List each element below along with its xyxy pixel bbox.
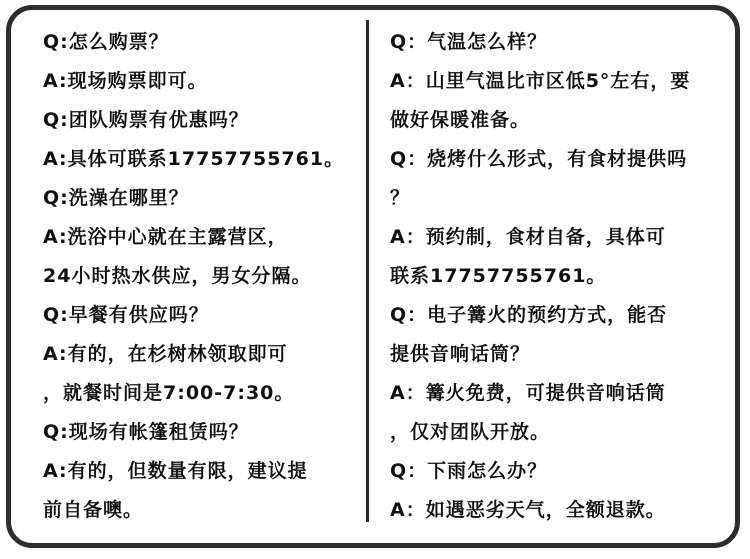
faq-line: A:现场购票即可。 — [43, 70, 208, 92]
faq-line: A：篝火免费，可提供音响话筒 — [390, 382, 666, 404]
faq-line: 提供音响话筒？ — [390, 343, 531, 365]
faq-line: Q：下雨怎么办？ — [390, 460, 548, 482]
faq-line: A:有的，但数量有限，建议提 — [43, 460, 308, 482]
faq-line: A:具体可联系17757755761。 — [43, 148, 345, 170]
faq-line: Q：烧烤什么形式，有食材提供吗 — [390, 148, 688, 170]
faq-line: 前自备噢。 — [43, 499, 144, 521]
faq-line: A：如遇恶劣天气，全额退款。 — [390, 499, 666, 521]
faq-line: A:洗浴中心就在主露营区， — [43, 226, 288, 248]
faq-line: Q:现场有帐篷租赁吗？ — [43, 421, 249, 443]
faq-line: Q：气温怎么样？ — [390, 31, 548, 53]
faq-line: Q:怎么购票？ — [43, 31, 169, 53]
faq-left-column — [43, 23, 348, 530]
faq-line: Q:早餐有供应吗？ — [43, 304, 209, 326]
faq-line: 24小时热水供应，男女分隔。 — [43, 265, 312, 287]
faq-line: ，就餐时间是7:00-7:30。 — [43, 382, 295, 404]
faq-line: Q:团队购票有优惠吗？ — [43, 109, 249, 131]
faq-line: ，仅对团队开放。 — [390, 421, 551, 443]
faq-line: Q：电子篝火的预约方式，能否 — [390, 304, 668, 326]
column-divider — [366, 20, 369, 522]
faq-line: Q:洗澡在哪里？ — [43, 187, 189, 209]
faq-line: 联系17757755761。 — [390, 265, 607, 287]
faq-line: A:有的，在杉树林领取即可 — [43, 343, 288, 365]
faq-line: ？ — [390, 187, 411, 209]
faq-line: A：山里气温比市区低5°左右，要 — [390, 70, 691, 92]
faq-line: 做好保暖准备。 — [390, 109, 531, 131]
faq-right-column — [390, 23, 720, 530]
faq-line: A：预约制，食材自备，具体可 — [390, 226, 666, 248]
